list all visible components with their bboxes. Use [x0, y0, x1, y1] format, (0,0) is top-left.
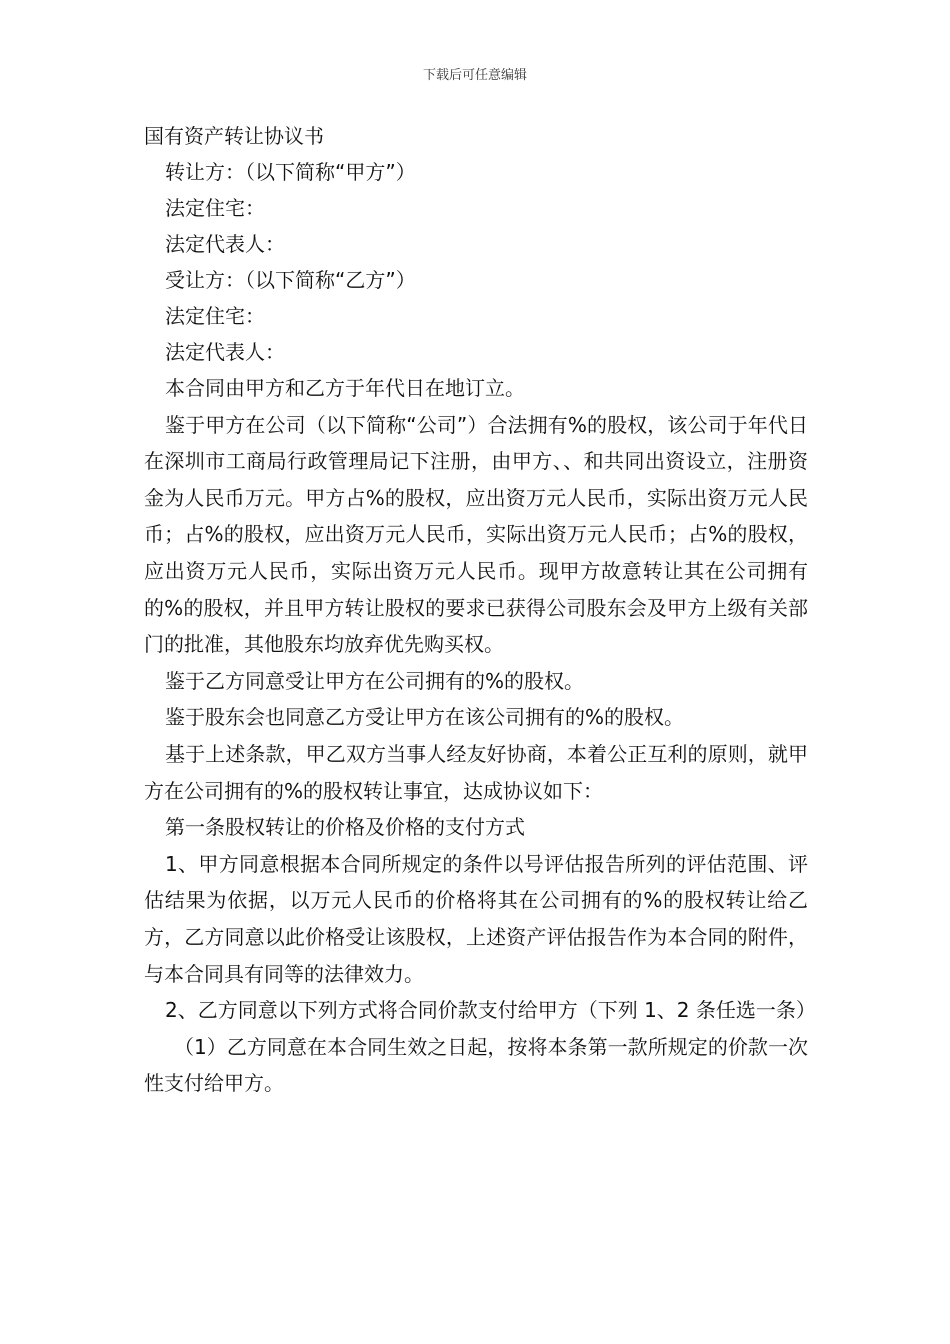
article-1-clause-2-option-1: （1）乙方同意在本合同生效之日起，按将本条第一款所规定的价款一次性支付给甲方。: [144, 1034, 808, 1096]
paragraph-agreement-basis: 基于上述条款，甲乙双方当事人经友好协商，本着公正互利的原则，就甲方在公司拥有的%的股权转让事宜，达成协议如下：: [144, 741, 808, 803]
document-title: 国有资产转让协议书: [144, 124, 324, 148]
party-transferor-address: 法定住宅：: [165, 196, 265, 220]
party-transferee-representative: 法定代表人：: [165, 340, 285, 364]
party-transferee-address: 法定住宅：: [165, 304, 265, 328]
article-1-heading: 第一条股权转让的价格及价格的支付方式: [165, 815, 525, 840]
paragraph-contract-date: 本合同由甲方和乙方于年代日在地订立。: [165, 376, 525, 400]
document-body: [144, 118, 816, 1102]
paragraph-whereas-transferee: 鉴于乙方同意受让甲方在公司拥有的%的股权。: [165, 668, 585, 693]
article-1-clause-2: 2、乙方同意以下列方式将合同价款支付给甲方（下列 1、2 条任选一条）: [165, 998, 816, 1023]
party-transferor-representative: 法定代表人：: [165, 232, 285, 256]
page-header: 下载后可任意编辑: [422, 68, 527, 83]
article-1-clause-1: 1、甲方同意根据本合同所规定的条件以号评估报告所列的评估范围、评估结果为依据，以万元人民币的价格将其在公司拥有的%的股权转让给乙方，乙方同意以此价格受让该股权，上述资产评估报告作为本合同的附件，与本合同具有同等的法律效力。: [144, 851, 808, 986]
party-transferor: 转让方：（以下简称“甲方”）: [165, 160, 416, 184]
paragraph-whereas-ownership: 鉴于甲方在公司（以下简称“公司”）合法拥有%的股权，该公司于年代日在深圳市工商局行政管理局记下注册，由甲方、、和共同出资设立，注册资金为人民币万元。甲方占%的股权，应出资万元人民币，实际出资万元人民币；占%的股权，应出资万元人民币，实际出资万元人民币；占%的股权，应出资万元人民币，实际出资万元人民币。现甲方故意转让其在公司拥有的%的股权，并且甲方转让股权的要求已获得公司股东会及甲方上级有关部门的批准，其他股东均放弃优先购买权。: [144, 412, 808, 657]
paragraph-whereas-board: 鉴于股东会也同意乙方受让甲方在该公司拥有的%的股权。: [165, 705, 685, 730]
party-transferee: 受让方：（以下简称“乙方”）: [165, 268, 416, 292]
